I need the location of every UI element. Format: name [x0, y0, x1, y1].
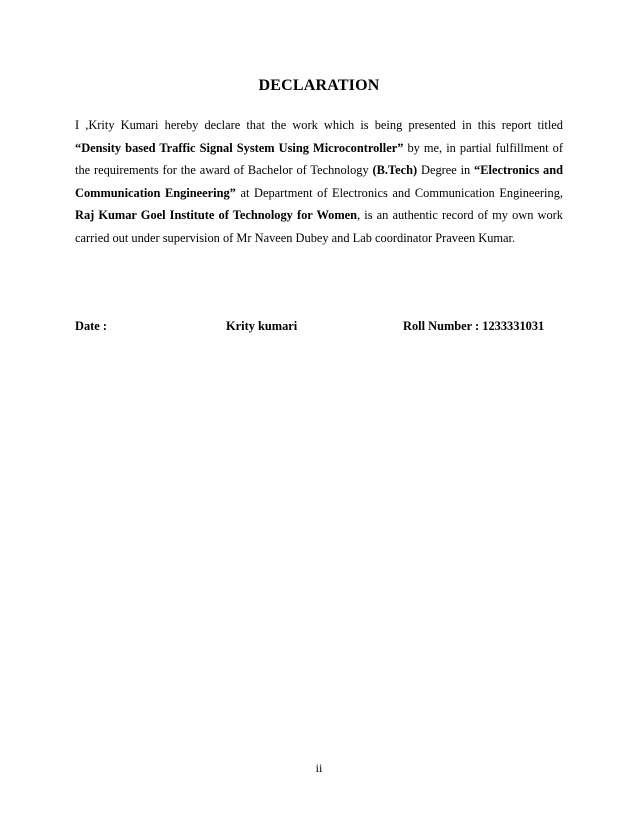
report-title: “Density based Traffic Signal System Using Microcontroller”	[75, 140, 404, 155]
declaration-text-intro: I ,Krity Kumari hereby declare that the work which is being presented in this report titled	[75, 118, 563, 132]
declaration-paragraph	[75, 114, 563, 249]
page-number: ii	[315, 761, 323, 775]
signatory-name: Krity kumari	[226, 319, 298, 333]
declaration-text-degree: Degree in	[417, 163, 475, 177]
declaration-text-closing: , is an authentic record of my own work carried out under supervision of Mr Naveen Dubey and Lab coordinator Praveen Kumar.	[75, 208, 563, 245]
date-label: Date :	[75, 319, 107, 333]
declaration-text-award: by me, in partial fulfillment of the requirements for the award of Bachelor of Technology	[75, 140, 563, 177]
roll-number: Roll Number : 1233331031	[403, 319, 545, 333]
institute-name: Raj Kumar Goel Institute of Technology for Women	[75, 208, 358, 222]
degree-abbreviation: (B.Tech)	[372, 163, 418, 177]
declaration-text-department: at Department of Electronics and Communication Engineering,	[235, 185, 563, 200]
page-title: DECLARATION	[258, 77, 380, 94]
branch-name: “Electronics and Communication Engineering”	[75, 163, 563, 200]
